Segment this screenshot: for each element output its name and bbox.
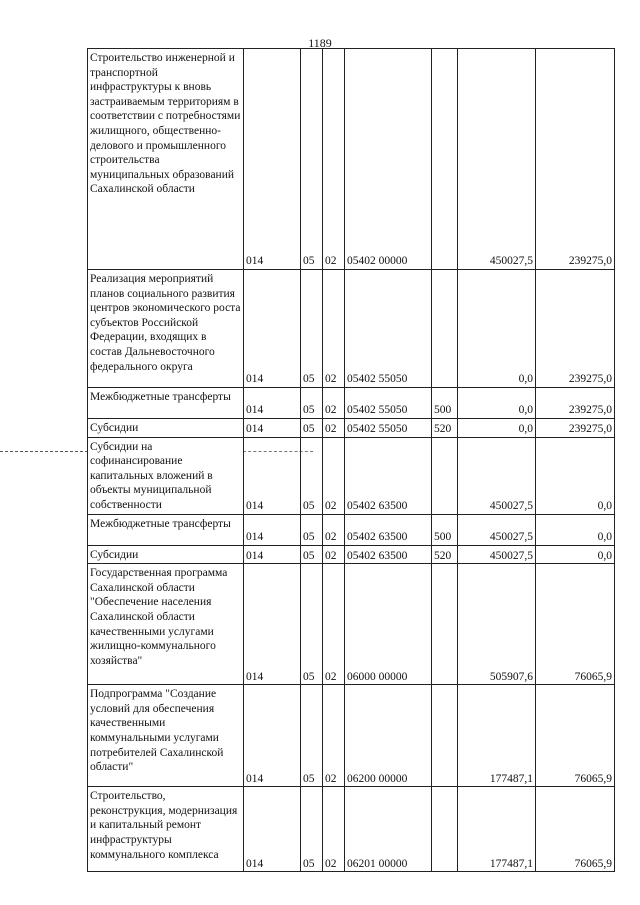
row-section-code: 05 xyxy=(301,787,323,872)
table-row xyxy=(88,514,615,545)
row-name: Субсидии xyxy=(88,545,244,564)
row-sum-year-2: 239275,0 xyxy=(536,419,615,438)
row-section-code: 05 xyxy=(301,564,323,685)
row-sum-year-1: 450027,5 xyxy=(458,49,536,270)
row-target-article: 05402 55050 xyxy=(345,419,432,438)
row-name: Государственная программа Сахалинской области "Обеспечение населения Сахалинской области качественными услугами жилищно-коммунального хозяйства" xyxy=(88,564,244,685)
row-subsection-code: 02 xyxy=(323,787,345,872)
row-target-article: 05402 63500 xyxy=(345,545,432,564)
row-section-code: 05 xyxy=(301,437,323,514)
row-target-article: 05402 55050 xyxy=(345,270,432,388)
table-row xyxy=(88,270,615,388)
row-sum-year-1: 450027,5 xyxy=(458,437,536,514)
row-subsection-code: 02 xyxy=(323,564,345,685)
row-expense-type xyxy=(432,49,458,270)
row-target-article: 05402 55050 xyxy=(345,388,432,419)
row-subsection-code: 02 xyxy=(323,514,345,545)
row-target-article: 05402 63500 xyxy=(345,437,432,514)
row-subsection-code: 02 xyxy=(323,49,345,270)
row-sum-year-2: 76065,9 xyxy=(536,787,615,872)
row-sum-year-2: 239275,0 xyxy=(536,388,615,419)
row-target-article: 06201 00000 xyxy=(345,787,432,872)
table-row xyxy=(88,49,615,270)
row-sum-year-2: 76065,9 xyxy=(536,564,615,685)
table-row xyxy=(88,419,615,438)
row-ministry-code: 014 xyxy=(244,270,301,388)
row-expense-type: 520 xyxy=(432,419,458,438)
row-expense-type: 500 xyxy=(432,514,458,545)
row-target-article: 05402 00000 xyxy=(345,49,432,270)
budget-table xyxy=(87,48,615,872)
row-section-code: 05 xyxy=(301,545,323,564)
row-name: Межбюджетные трансферты xyxy=(88,514,244,545)
row-name: Реализация мероприятий планов социального развития центров экономического роста субъектов Российской Федерации, входящих в состав Дальневосточного федерального округа xyxy=(88,270,244,388)
row-target-article: 05402 63500 xyxy=(345,514,432,545)
row-sum-year-2: 0,0 xyxy=(536,514,615,545)
row-expense-type xyxy=(432,437,458,514)
page-number: 1189 xyxy=(308,36,332,50)
row-name: Субсидии xyxy=(88,419,244,438)
row-sum-year-1: 450027,5 xyxy=(458,514,536,545)
row-ministry-code: 014 xyxy=(244,388,301,419)
row-target-article: 06200 00000 xyxy=(345,685,432,787)
row-subsection-code: 02 xyxy=(323,388,345,419)
row-expense-type: 500 xyxy=(432,388,458,419)
scan-artifact-dashed-line xyxy=(0,451,88,452)
row-sum-year-2: 239275,0 xyxy=(536,270,615,388)
row-name: Межбюджетные трансферты xyxy=(88,388,244,419)
row-ministry-code: 014 xyxy=(244,787,301,872)
row-name: Подпрограмма "Создание условий для обеспечения качественными коммунальными услугами потребителей Сахалинской области" xyxy=(88,685,244,787)
row-expense-type xyxy=(432,787,458,872)
row-section-code: 05 xyxy=(301,419,323,438)
row-ministry-code: 014 xyxy=(244,685,301,787)
row-target-article: 06000 00000 xyxy=(345,564,432,685)
row-expense-type: 520 xyxy=(432,545,458,564)
row-sum-year-1: 177487,1 xyxy=(458,787,536,872)
row-ministry-code: 014 xyxy=(244,419,301,438)
row-name: Строительство инженерной и транспортной инфраструктуры к вновь застраиваемым территориям в соответствии с потребностями жилищного, общественно-делового и промышленного строительства муниципальных образований Сахалинской области xyxy=(88,49,244,270)
table-row xyxy=(88,388,615,419)
row-sum-year-1: 177487,1 xyxy=(458,685,536,787)
row-ministry-code: 014 xyxy=(244,437,301,514)
row-sum-year-2: 0,0 xyxy=(536,545,615,564)
row-section-code: 05 xyxy=(301,388,323,419)
table-row xyxy=(88,564,615,685)
row-ministry-code: 014 xyxy=(244,49,301,270)
table-row xyxy=(88,685,615,787)
row-sum-year-1: 450027,5 xyxy=(458,545,536,564)
table-row xyxy=(88,545,615,564)
budget-table-body xyxy=(88,49,615,872)
row-expense-type xyxy=(432,270,458,388)
row-section-code: 05 xyxy=(301,685,323,787)
row-expense-type xyxy=(432,685,458,787)
row-sum-year-2: 239275,0 xyxy=(536,49,615,270)
row-sum-year-1: 0,0 xyxy=(458,419,536,438)
row-sum-year-1: 505907,6 xyxy=(458,564,536,685)
row-section-code: 05 xyxy=(301,514,323,545)
row-sum-year-1: 0,0 xyxy=(458,270,536,388)
row-ministry-code: 014 xyxy=(244,514,301,545)
row-sum-year-2: 76065,9 xyxy=(536,685,615,787)
row-subsection-code: 02 xyxy=(323,545,345,564)
row-ministry-code: 014 xyxy=(244,545,301,564)
row-sum-year-2: 0,0 xyxy=(536,437,615,514)
row-subsection-code: 02 xyxy=(323,437,345,514)
table-row xyxy=(88,437,615,514)
table-row xyxy=(88,787,615,872)
row-section-code: 05 xyxy=(301,49,323,270)
row-subsection-code: 02 xyxy=(323,270,345,388)
row-sum-year-1: 0,0 xyxy=(458,388,536,419)
row-section-code: 05 xyxy=(301,270,323,388)
row-ministry-code: 014 xyxy=(244,564,301,685)
row-name: Строительство, реконструкция, модернизация и капитальный ремонт инфраструктуры коммунального комплекса xyxy=(88,787,244,872)
row-subsection-code: 02 xyxy=(323,685,345,787)
row-subsection-code: 02 xyxy=(323,419,345,438)
row-name: Субсидии на софинансирование капитальных вложений в объекты муниципальной собственности xyxy=(88,437,244,514)
row-expense-type xyxy=(432,564,458,685)
